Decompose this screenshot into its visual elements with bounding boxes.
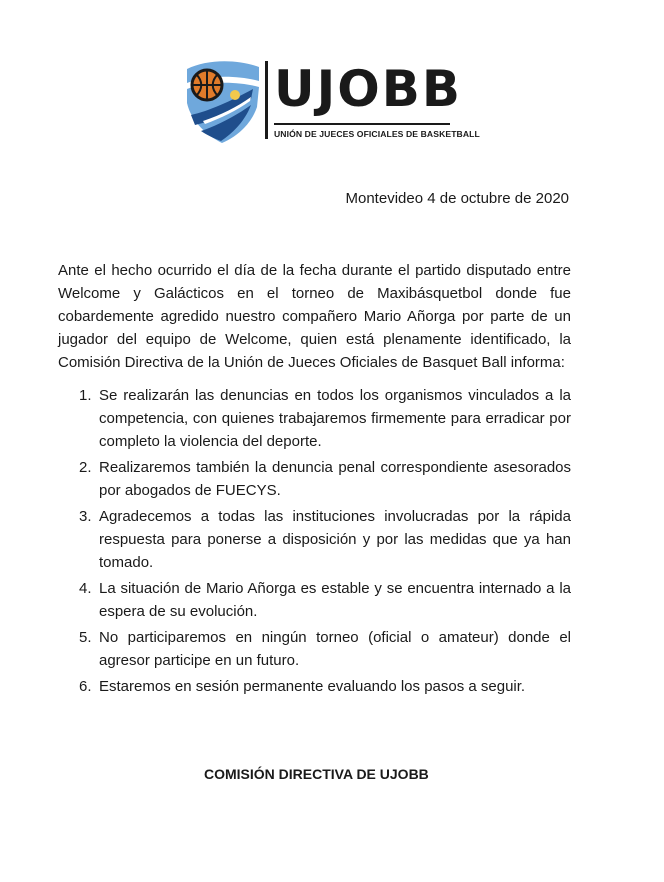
place-and-date: Montevideo 4 de octubre de 2020 [345,190,569,207]
list-item [58,384,571,453]
logo-underline [274,123,450,125]
list-item-text: Se realizarán las denuncias en todos los organismos vinculados a la competencia, con quienes trabajaremos firmemente para erradicar por completo la violencia del deporte. [99,387,571,450]
logo-wordmark: UJOBB [274,60,462,118]
list-item-number: 5. [79,629,92,646]
intro-paragraph: Ante el hecho ocurrido el día de la fecha durante el partido disputado entre Welcome y Galácticos en el torneo de Maxibásquetbol donde fue cobardemente agredido nuestro compañero Mario Añorga por parte de un jugador del equipo de Welcome, quien está plenamente identificado, la Comisión Directiva de la Unión de Jueces Oficiales de Basquet Ball informa: [58,262,571,371]
list-item-text: Agradecemos a todas las instituciones involucradas por la rápida respuesta para ponerse a disposición y por las medidas que ya han tomado. [99,508,571,571]
list-item-text: Estaremos en sesión permanente evaluando los pasos a seguir. [99,678,526,695]
numbered-list [58,384,571,701]
basketball-shield-emblem-icon [181,55,263,145]
logo-divider [265,61,268,139]
ujobb-logo [181,55,480,145]
list-item [58,675,571,698]
list-item-text: Realizaremos también la denuncia penal correspondiente asesorados por abogados de FUECYS. [99,459,571,499]
list-item-number: 3. [79,508,92,525]
list-item-number: 4. [79,580,92,597]
list-item-number: 2. [79,459,92,476]
signature: COMISIÓN DIRECTIVA DE UJOBB [204,766,429,782]
list-item [58,577,571,623]
logo-tagline: UNIÓN DE JUECES OFICIALES DE BASKETBALL [274,129,480,139]
list-item-number: 6. [79,678,92,695]
list-item-number: 1. [79,387,92,404]
list-item [58,456,571,502]
list-item [58,505,571,574]
list-item-text: No participaremos en ningún torneo (oficial o amateur) donde el agresor participe en un futuro. [99,629,571,669]
list-item-text: La situación de Mario Añorga es estable y se encuentra internado a la espera de su evolución. [99,580,571,620]
list-item [58,626,571,672]
